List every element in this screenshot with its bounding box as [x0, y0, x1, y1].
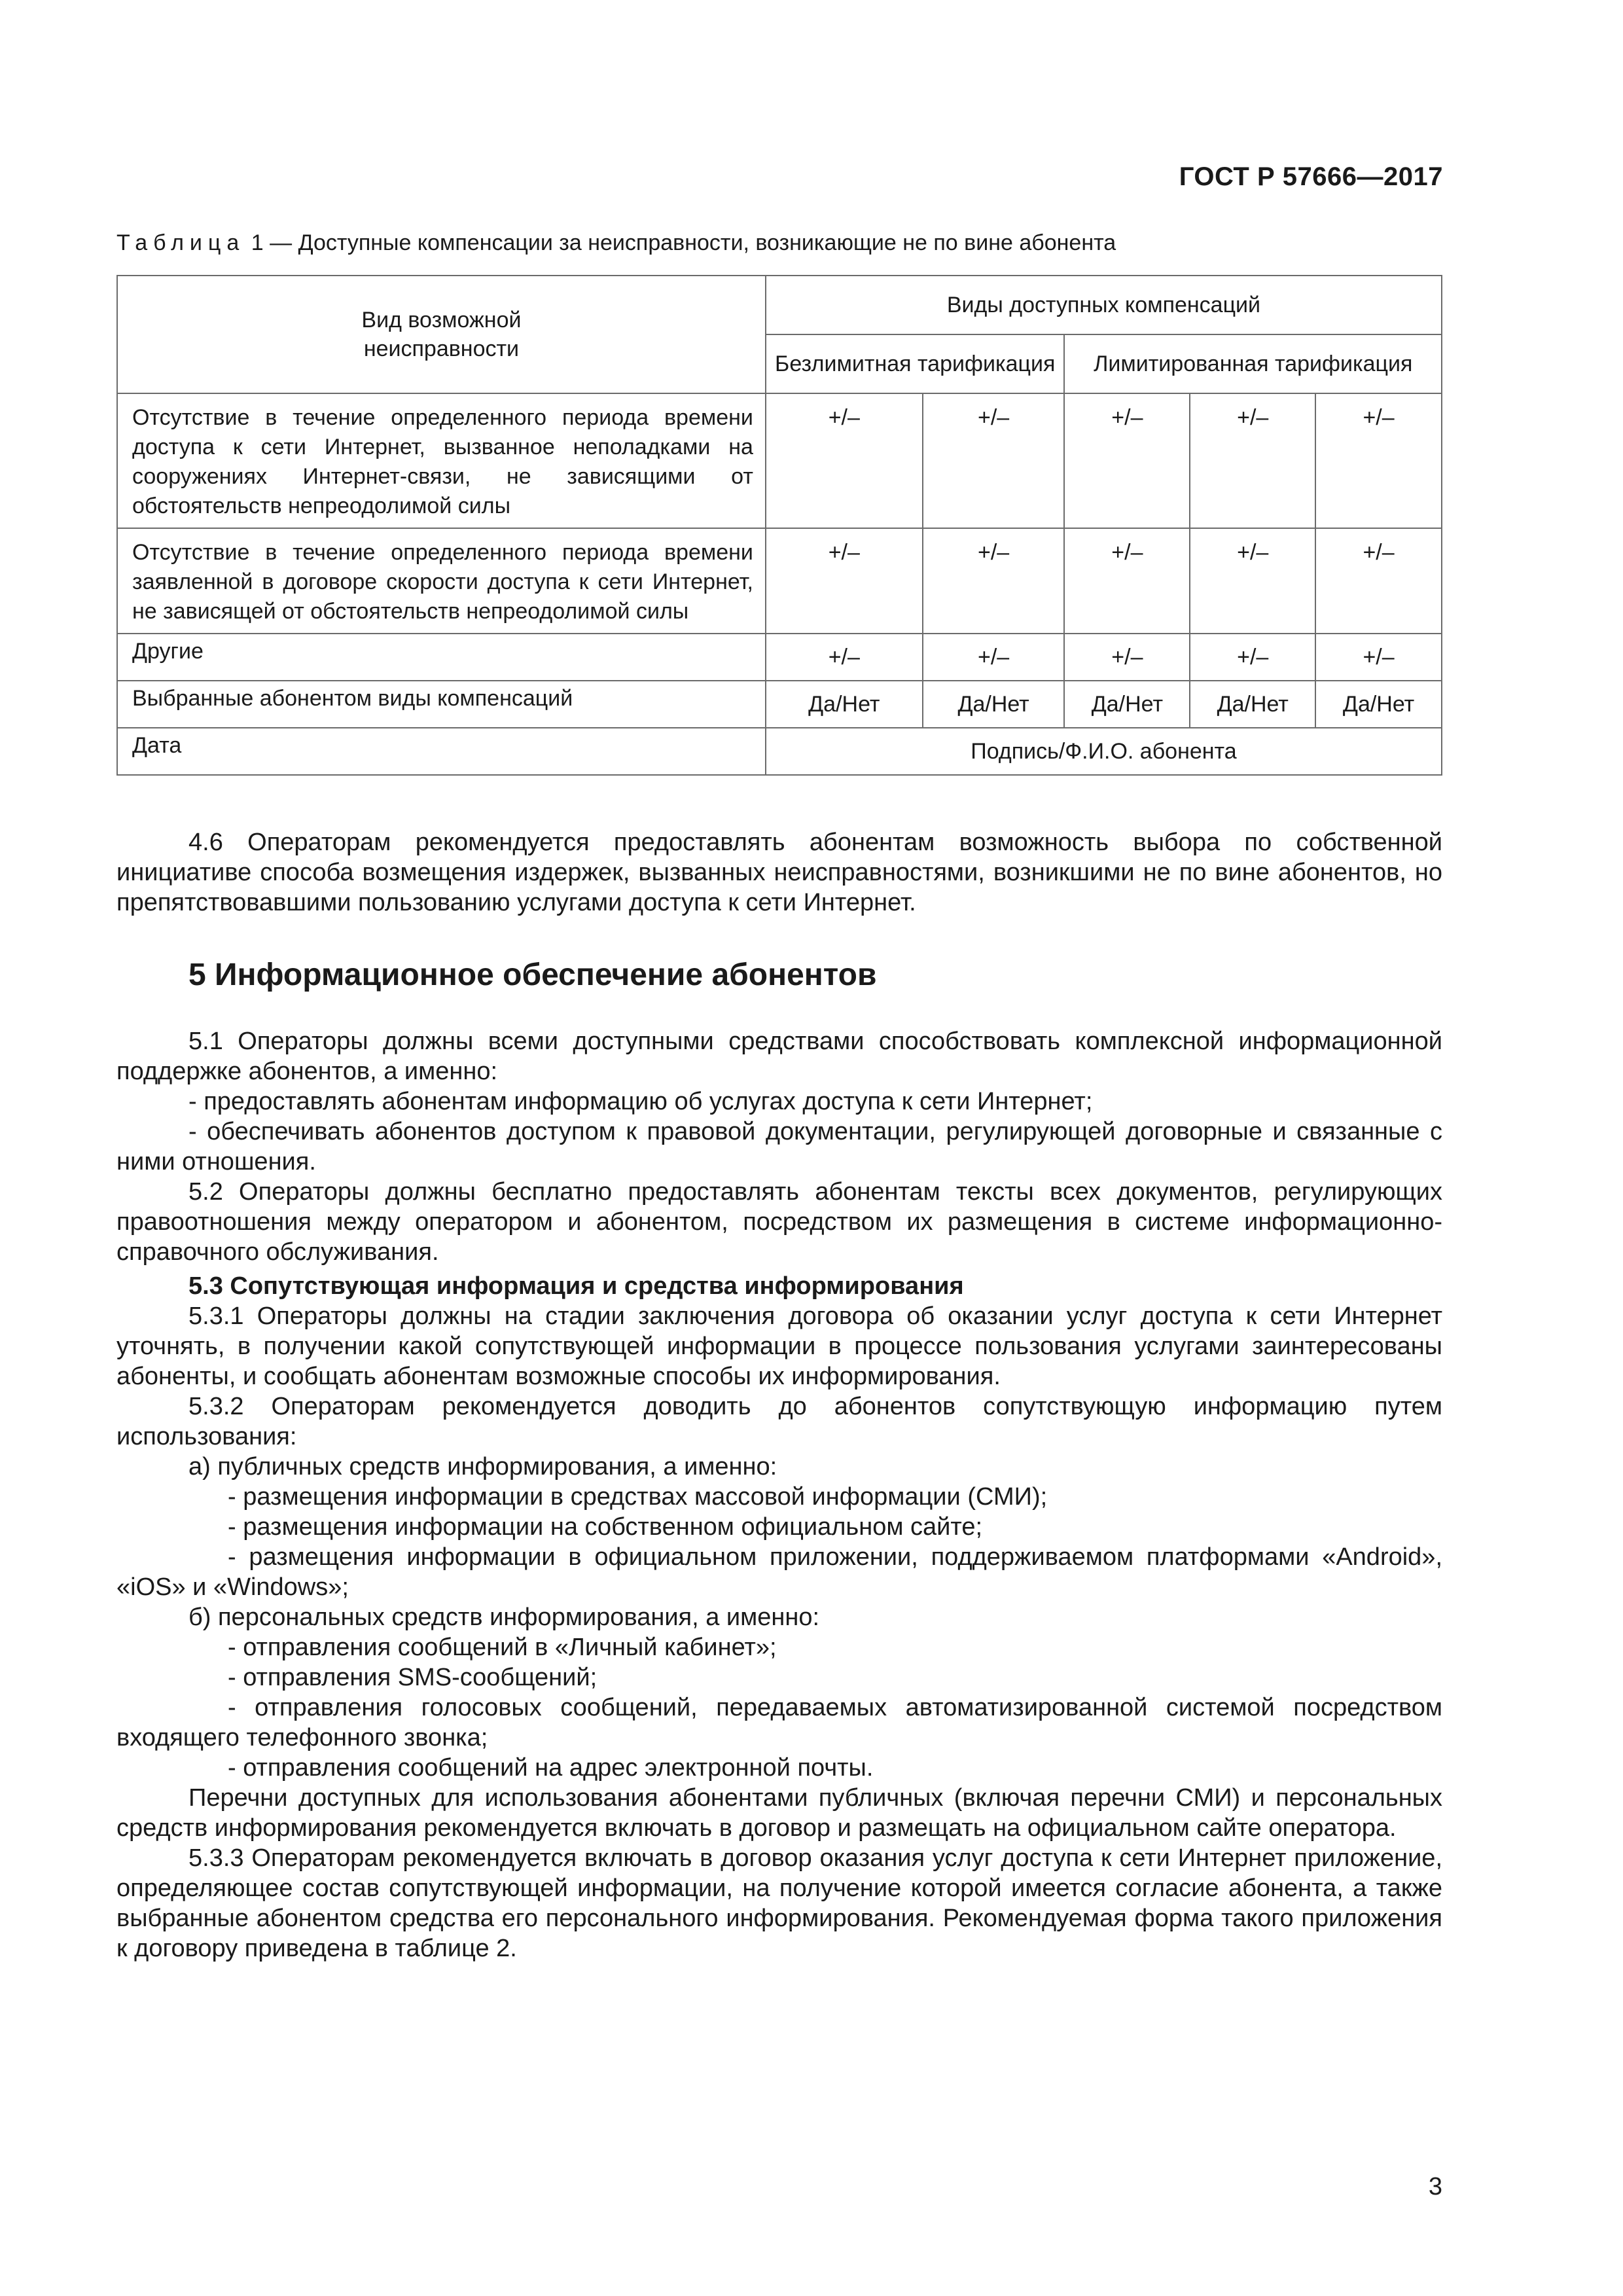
- section-5-title: 5 Информационное обеспечение абонентов: [188, 958, 877, 992]
- header-malfunction-type: Вид возможной неисправности: [117, 276, 766, 393]
- clause-5-3-2: 5.3.2 Операторам рекомендуется доводить до абонентов сопутствующую информацию путем использования:: [116, 1393, 1442, 1450]
- table-footer-row: [117, 728, 1442, 775]
- row-label: Выбранные абонентом виды компенсаций: [117, 681, 766, 728]
- cell-value: Да/Нет: [1315, 681, 1442, 728]
- list-item: - размещения информации в средствах массовой информации (СМИ);: [228, 1483, 1048, 1511]
- table-row: [117, 393, 1442, 528]
- cell-value: +/–: [1315, 393, 1442, 528]
- cell-value: +/–: [766, 393, 923, 528]
- list-item: - отправления сообщений в «Личный кабинет»;: [228, 1634, 777, 1661]
- table-row: [117, 634, 1442, 681]
- cell-value: +/–: [766, 528, 923, 634]
- cell-value: +/–: [1315, 528, 1442, 634]
- cell-value: +/–: [1190, 634, 1315, 681]
- list-item: а) публичных средств информирования, а именно:: [188, 1453, 777, 1480]
- table-caption: [116, 230, 1116, 256]
- header-compensation-types: Виды доступных компенсаций: [766, 276, 1442, 334]
- list-item: - отправления SMS-сообщений;: [228, 1664, 597, 1691]
- cell-value: +/–: [1064, 393, 1190, 528]
- cell-value: +/–: [923, 634, 1065, 681]
- list-item: - размещения информации на собственном официальном сайте;: [228, 1513, 983, 1541]
- table-caption-text: — Доступные компенсации за неисправности, возникающие не по вине абонента: [270, 230, 1116, 255]
- cell-value: +/–: [923, 393, 1065, 528]
- cell-value: +/–: [1190, 393, 1315, 528]
- header-limited-tariff: Лимитированная тарификация: [1064, 334, 1442, 393]
- cell-value: +/–: [1190, 528, 1315, 634]
- header-unlimited-tariff: Безлимитная тарификация: [766, 334, 1065, 393]
- list-item: - отправления голосовых сообщений, передаваемых автоматизированной системой посредством входящего телефонного звонка;: [116, 1694, 1442, 1751]
- clause-5-3-3: 5.3.3 Операторам рекомендуется включать в договор оказания услуг доступа к сети Интернет приложение, определяющее состав сопутствующей информации, на получение которой имеется согласие абонента, а также выбранные абонентом средства его персонального информирования. Рекомендуемая форма такого приложения к договору приведена в таблице 2.: [116, 1844, 1442, 1962]
- cell-value: Да/Нет: [1190, 681, 1315, 728]
- cell-value: Да/Нет: [1064, 681, 1190, 728]
- cell-value: +/–: [1315, 634, 1442, 681]
- list-item: - отправления сообщений на адрес электронной почты.: [228, 1754, 874, 1782]
- section-5-body: [116, 1026, 1442, 1964]
- table-caption-label: Таблица: [116, 230, 245, 255]
- cell-value: Да/Нет: [766, 681, 923, 728]
- clause-5-1: 5.1 Операторы должны всеми доступными средствами способствовать комплексной информационной поддержке абонентов, а именно:: [116, 1028, 1442, 1085]
- standard-number: ГОСТ Р 57666—2017: [1179, 162, 1443, 191]
- list-item: - размещения информации в официальном приложении, поддерживаемом платформами «Android», «iOS» и «Windows»;: [116, 1543, 1442, 1601]
- row-label: Отсутствие в течение определенного периода времени доступа к сети Интернет, вызванное неполадками на сооружениях Интернет-связи, не зависящими от обстоятельств непреодолимой силы: [117, 393, 766, 528]
- cell-value: +/–: [1064, 528, 1190, 634]
- list-item: - предоставлять абонентам информацию об услугах доступа к сети Интернет;: [188, 1088, 1093, 1115]
- lists-paragraph: Перечни доступных для использования абонентами публичных (включая перечни СМИ) и персональных средств информирования рекомендуется включать в договор и размещать на официальном сайте оператора.: [116, 1784, 1442, 1842]
- signature-label: Подпись/Ф.И.О. абонента: [766, 728, 1442, 775]
- table-caption-number: 1: [251, 230, 264, 255]
- table-row: [117, 528, 1442, 634]
- cell-value: Да/Нет: [923, 681, 1065, 728]
- cell-value: +/–: [1064, 634, 1190, 681]
- compensation-table: [116, 275, 1442, 776]
- subsection-5-3-title: 5.3 Сопутствующая информация и средства информирования: [188, 1272, 964, 1300]
- row-label: Отсутствие в течение определенного периода времени заявленной в договоре скорости доступа к сети Интернет, не зависящей от обстоятельств непреодолимой силы: [117, 528, 766, 634]
- cell-value: +/–: [923, 528, 1065, 634]
- row-label: Другие: [117, 634, 766, 681]
- list-item: б) персональных средств информирования, а именно:: [188, 1604, 820, 1631]
- list-item: - обеспечивать абонентов доступом к правовой документации, регулирующей договорные и связанные с ними отношения.: [116, 1118, 1442, 1175]
- clause-5-3-1: 5.3.1 Операторы должны на стадии заключения договора об оказании услуг доступа к сети Интернет уточнять, в получении какой сопутствующей информации в процессе пользования услугами заинтересованы абоненты, и сообщать абонентам возможные способы их информирования.: [116, 1302, 1442, 1390]
- cell-value: +/–: [766, 634, 923, 681]
- date-label: Дата: [117, 728, 766, 775]
- clause-4-6: 4.6 Операторам рекомендуется предоставлять абонентам возможность выбора по собственной инициативе способа возмещения издержек, вызванных неисправностями, возникшими не по вине абонентов, но препятствовавшими пользованию услугами доступа к сети Интернет.: [116, 829, 1442, 916]
- page-number: 3: [1428, 2173, 1442, 2200]
- clause-5-2: 5.2 Операторы должны бесплатно предоставлять абонентам тексты всех документов, регулирующих правоотношения между оператором и абонентом, посредством их размещения в системе информационно-справочного обслуживания.: [116, 1178, 1442, 1266]
- table-row: [117, 681, 1442, 728]
